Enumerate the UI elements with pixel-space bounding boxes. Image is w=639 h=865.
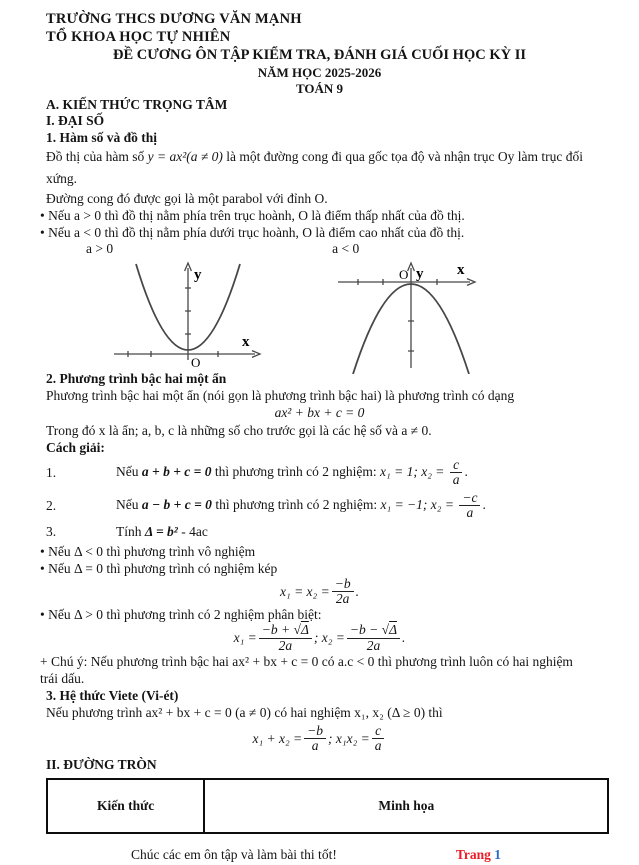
two-roots-equation: x₁ = $\frac{-b + √\Delta}{2a}$ ; x₂ = $\frac{-b - √\Delta}{2a}$ . [233, 622, 406, 653]
page-number-value: 1 [494, 846, 501, 862]
sub2-paragraph-1: Phương trình bậc hai một ẩn (nói gọn là phương trình bậc hai) là phương trình có dạng [46, 388, 515, 403]
item-number: 2. [46, 497, 57, 513]
page-label: Trang [455, 846, 491, 862]
item-text: Nếu a − b + c = 0 thì phương trình có 2 nghiệm: x₁ = −1; x₂ = $\frac{-c}{a}$ . [116, 489, 486, 520]
delta-formula: Δ = b² [144, 523, 178, 539]
case-item-3 [46, 522, 593, 541]
document-header [46, 10, 593, 97]
algebra-heading: I. ĐẠI SỐ [46, 113, 105, 128]
sub3-paragraph: Nếu phương trình ax² + bx + c = 0 (a ≠ 0) có hai nghiệm x₁, x₂ (Δ ≥ 0) thì [46, 704, 443, 720]
y-axis-label: y [194, 267, 202, 283]
table-header-knowledge: Kiến thức [47, 779, 204, 833]
fraction: $\frac{-b - √\Delta}{2a}$ [347, 623, 400, 652]
sub1-paragraph-2: Đường cong đó được gọi là một parabol với đỉnh O. [46, 191, 328, 206]
sqrt-radical: √Δ [381, 622, 398, 638]
viete-equation: x₁ + x₂ = $\frac{-b}{a}$ ; x₁x₂ = $\frac{c}{a}$ [46, 721, 593, 757]
parabola-positive-graph [106, 256, 271, 368]
x-axis-label: x [457, 262, 465, 278]
y-axis-label: y [416, 266, 424, 282]
document-title: ĐỀ CƯƠNG ÔN TẬP KIỂM TRA, ĐÁNH GIÁ CUỐI HỌC KỲ II [112, 47, 527, 63]
graph-caption-row [46, 241, 593, 256]
delta-positive-case: • Nếu Δ > 0 thì phương trình có 2 nghiệm phân biệt: [40, 607, 322, 623]
school-year: NĂM HỌC 2025-2026 [257, 65, 382, 80]
school-name: TRƯỜNG THCS DƯƠNG VĂN MẠNH [46, 11, 302, 27]
item-number: 3. [46, 523, 57, 539]
sub2-paragraph-2: Trong đó x là ẩn; a, b, c là những số cho trước gọi là các hệ số và a ≠ 0. [46, 423, 432, 438]
graph-label-a-negative: a < 0 [332, 241, 360, 256]
graph-label-a-positive: a > 0 [86, 241, 114, 256]
method-label: Cách giải: [46, 440, 105, 455]
sub3-heading: 3. Hệ thức Viete (Vi-ét) [46, 687, 179, 703]
page-number [456, 845, 501, 865]
fraction: $\frac{c}{a}$ [450, 458, 463, 487]
double-root-equation: x₁ = x₂ = $\frac{-b}{2a}$ . [280, 576, 359, 607]
axis-ticks [128, 288, 218, 357]
subject-title: TOÁN 9 [295, 81, 344, 96]
general-quadratic-equation: ax² + bx + c = 0 [274, 405, 365, 420]
sub1-bullet-1: • Nếu a > 0 thì đồ thị nằm phía trên trục hoành, O là điểm thấp nhất của đồ thị. [40, 208, 465, 223]
item-number: 1. [46, 464, 57, 480]
table-header-illustration: Minh họa [204, 779, 608, 833]
footer-wish-text: Chúc các em ôn tập và làm bài thi tốt! [131, 846, 337, 862]
sub1-heading: 1. Hàm số và đồ thị [46, 130, 158, 145]
page-footer [46, 845, 593, 865]
x-axis-label: x [242, 334, 250, 350]
condition-formula: a − b + c = 0 [141, 496, 212, 512]
delta-zero-case: • Nếu Δ = 0 thì phương trình có nghiệm kép [40, 561, 278, 576]
table-header-row [47, 779, 608, 833]
origin-label: O [399, 267, 409, 282]
parabola-negative-graph [333, 256, 483, 374]
sub1-bullet-2: • Nếu a < 0 thì đồ thị nằm phía dưới trục hoành, O là điểm cao nhất của đồ thị. [40, 225, 465, 240]
case-item-2 [46, 489, 593, 522]
sub1-paragraph-1: Đồ thị của hàm số y = ax²(a ≠ 0) là một đường cong đi qua gốc tọa độ và nhận trục Oy làm trục đối xứng. [46, 149, 584, 186]
note-line: + Chú ý: Nếu phương trình bậc hai ax² + bx + c = 0 có a.c < 0 thì phương trình luôn có hai nghiệm trái dấu. [40, 653, 573, 686]
sqrt-radical: √Δ [293, 622, 309, 638]
delta-negative-case: • Nếu Δ < 0 thì phương trình vô nghiệm [40, 544, 256, 559]
parabola-graphs-row [46, 256, 593, 368]
case-item-1 [46, 456, 593, 489]
fraction: $\frac{-b}{a}$ [304, 724, 326, 753]
axes-positive [114, 263, 260, 360]
department-name: TỔ KHOA HỌC TỰ NHIÊN [46, 29, 231, 45]
knowledge-table [46, 778, 609, 834]
section-a-heading: A. KIẾN THỨC TRỌNG TÂM [46, 97, 228, 112]
sub2-heading: 2. Phương trình bậc hai một ẩn [46, 371, 227, 386]
item-text: Nếu a + b + c = 0 thì phương trình có 2 nghiệm: x₁ = 1; x₂ = $\frac{c}{a}$ . [116, 456, 468, 487]
circle-heading: II. ĐƯỜNG TRÒN [46, 756, 157, 772]
fraction: $\frac{c}{a}$ [372, 724, 385, 753]
inline-function-formula: y = ax²(a ≠ 0) [147, 149, 223, 164]
item-text: Tính Δ = b² - 4ac [116, 523, 208, 539]
fraction: $\frac{-b}{2a}$ [332, 577, 354, 606]
condition-formula: a + b + c = 0 [141, 463, 212, 479]
origin-label: O [191, 355, 201, 368]
fraction: $\frac{-c}{a}$ [459, 491, 480, 520]
fraction: $\frac{-b + √\Delta}{2a}$ [259, 623, 312, 652]
